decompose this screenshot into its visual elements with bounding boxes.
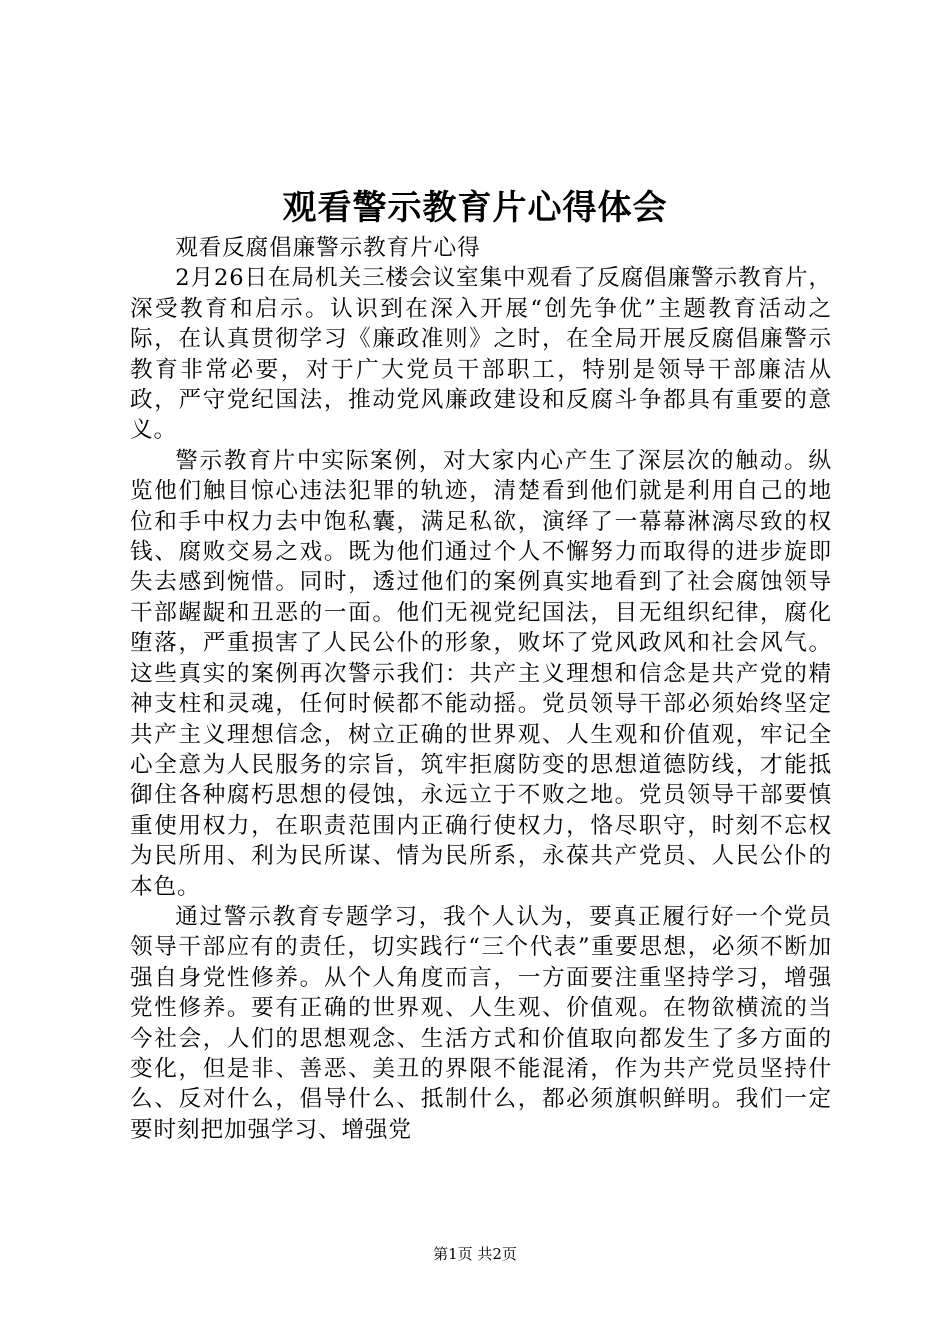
document-title: 观看警示教育片心得体会: [282, 188, 668, 228]
body-paragraph: 通过警示教育专题学习，我个人认为，要真正履行好一个党员领导干部应有的责任，切实践行“三个代表”重要思想，必须不断加强自身党性修养。从个人角度而言，一方面要注重坚持学习，增强党性修养。要有正确的世界观、人生观、价值观。在物欲横流的当今社会，人们的思想观念、生活方式和价值取向都发生了多方面的变化，但是非、善恶、美丑的界限不能混淆，作为共产党员坚持什么、反对什么，倡导什么、抵制什么，都必须旗帜鲜明。我们一定要时刻把加强学习、增强党: [130, 903, 832, 1143]
document-subtitle: 观看反腐倡廉警示教育片心得: [175, 235, 481, 261]
page-number-footer: 第1页 共2页: [433, 1245, 517, 1263]
body-paragraph: 警示教育片中实际案例，对大家内心产生了深层次的触动。纵览他们触目惊心违法犯罪的轨迹，清楚看到他们就是利用自己的地位和手中权力去中饱私囊，满足私欲，演绎了一幕幕淋漓尽致的权钱、腐败交易之戏。既为他们通过个人不懈努力而取得的进步旋即失去感到惋惜。同时，透过他们的案例真实地看到了社会腐蚀领导干部龌龊和丑恶的一面。他们无视党纪国法，目无组织纪律，腐化堕落，严重损害了人民公仆的形象，败坏了党风政风和社会风气。这些真实的案例再次警示我们：共产主义理想和信念是共产党的精神支柱和灵魂，任何时候都不能动摇。党员领导干部必须始终坚定共产主义理想信念，树立正确的世界观、人生观和价值观，牢记全心全意为人民服务的宗旨，筑牢拒腐防变的思想道德防线，才能抵御住各种腐朽思想的侵蚀，永远立于不败之地。党员领导干部要慎重使用权力，在职责范围内正确行使权力，恪尽职守，时刻不忘权为民所用、利为民所谋、情为民所系，永葆共产党员、人民公仆的本色。: [130, 447, 832, 900]
document-body: [130, 233, 832, 1145]
body-paragraph: 2月26日在局机关三楼会议室集中观看了反腐倡廉警示教育片，深受教育和启示。认识到在深入开展“创先争优”主题教育活动之际，在认真贯彻学习《廉政准则》之时，在全局开展反腐倡廉警示教育非常必要，对于广大党员干部职工，特别是领导干部廉洁从政，严守党纪国法，推动党风廉政建设和反腐斗争都具有重要的意义。: [130, 265, 832, 444]
